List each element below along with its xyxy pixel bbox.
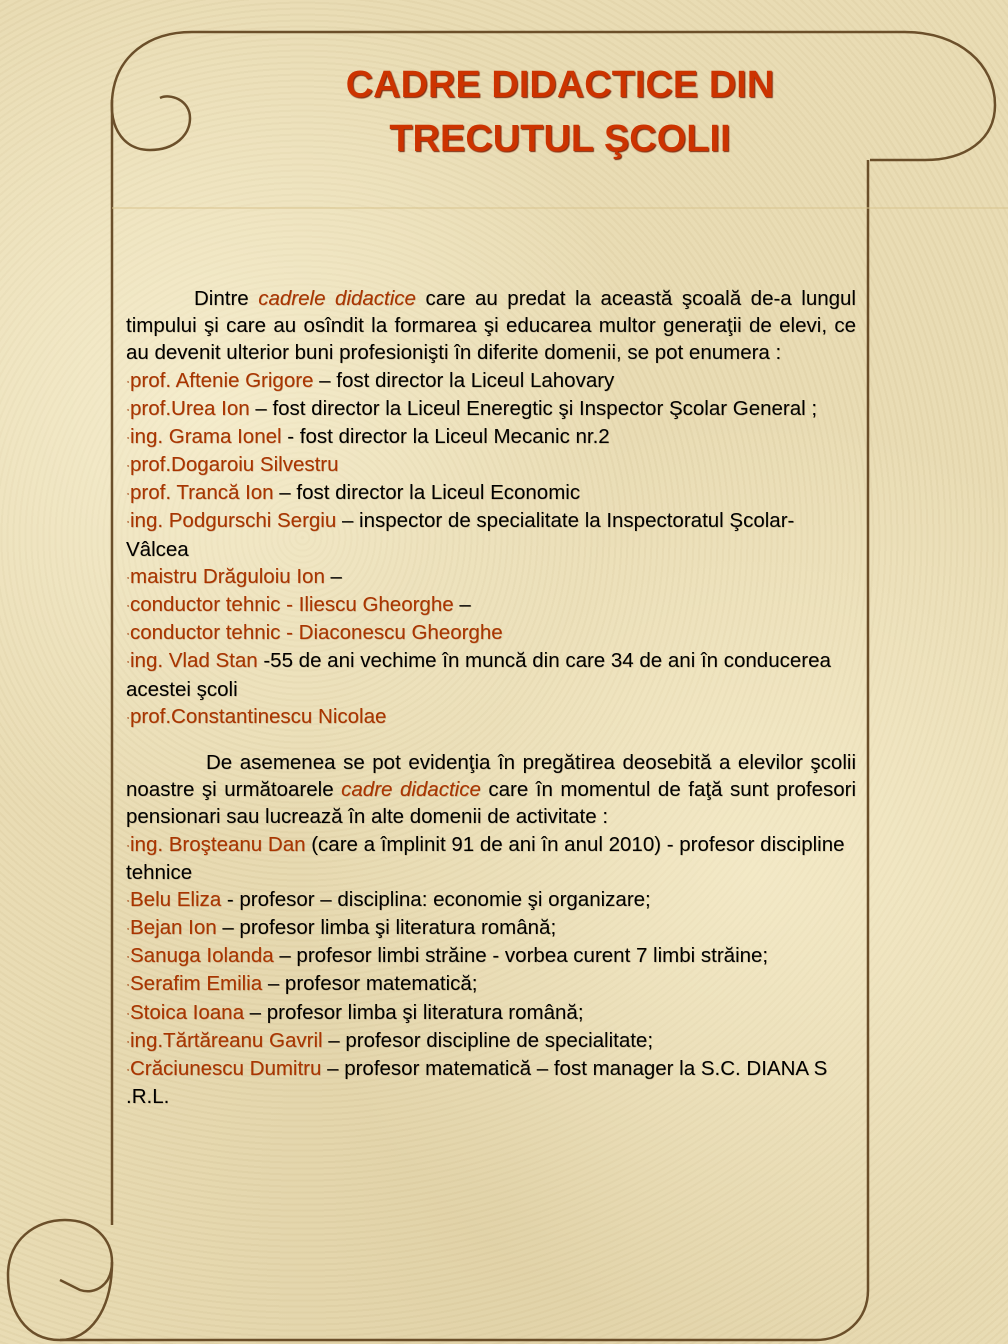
bullet-icon: · (126, 486, 130, 501)
list-item (126, 1027, 856, 1055)
second-paragraph (126, 749, 856, 831)
bullet-icon: · (126, 892, 130, 907)
list-item (126, 942, 856, 970)
intro-text-end: care au predat la această şcoală de-a lungul timpului şi care au osîndit la formarea şi educarea multor generaţii de elevi, ce au devenit ulterior buni profesionişti în diferite domenii, se pot enumera : (126, 287, 856, 365)
bullet-icon: · (126, 401, 130, 416)
teacher-name: ing. Broşteanu Dan (130, 832, 306, 856)
bullet-icon: · (126, 1061, 130, 1076)
teacher-name: conductor tehnic - Diaconescu Gheorghe (130, 621, 503, 645)
second-highlight: cadre didactice (341, 778, 481, 802)
teacher-description: - fost director la Liceul Mecanic nr.2 (281, 424, 610, 448)
teacher-name: maistru Drăguloiu Ion (130, 564, 325, 588)
teacher-name: Crăciunescu Dumitru (130, 1056, 322, 1080)
teacher-name: Belu Eliza (130, 887, 222, 911)
teacher-name: prof.Urea Ion (130, 396, 250, 420)
teacher-description: – fost director la Liceul Eneregtic şi Inspector Şcolar General ; (249, 396, 818, 420)
title-line-1: CADRE DIDACTICE DIN (345, 64, 775, 106)
list-item (126, 647, 856, 702)
list-item (126, 999, 856, 1027)
teacher-name: prof. Aftenie Grigore (130, 368, 314, 392)
teacher-description: – fost director la Liceul Economic (273, 481, 581, 505)
teacher-description: – (324, 564, 342, 588)
bullet-icon: · (126, 709, 130, 724)
teacher-description: – profesor limba şi literatura română; (216, 916, 557, 940)
teacher-name: prof.Dogaroiu Silvestru (130, 453, 339, 477)
intro-paragraph (126, 285, 856, 367)
list-item (126, 619, 856, 647)
list-item (126, 591, 856, 619)
intro-highlight: cadrele didactice (258, 287, 416, 310)
bullet-icon: · (126, 977, 130, 992)
teacher-name: ing. Vlad Stan (130, 649, 258, 673)
bullet-icon: · (126, 597, 130, 612)
teacher-name: Sanuga Iolanda (130, 944, 274, 968)
teacher-description: (care a împlinit 91 de ani în anul 2010) - profesor discipline tehnice (126, 832, 845, 884)
teacher-description: – profesor limba şi literatura română; (243, 1000, 584, 1024)
teacher-name: prof. Trancă Ion (130, 481, 274, 505)
former-teachers-list (126, 367, 856, 731)
list-item (126, 507, 856, 562)
bullet-icon: · (126, 1033, 130, 1048)
scroll-bottom-curl (60, 1262, 112, 1340)
scroll-top-curl (112, 32, 192, 150)
teacher-name: Serafim Emilia (130, 972, 263, 996)
list-item (126, 831, 856, 886)
bullet-icon: · (126, 837, 130, 852)
list-item (126, 886, 856, 914)
bullet-icon: · (126, 514, 130, 529)
page-title (240, 58, 880, 166)
teacher-description: – profesor matematică; (262, 972, 478, 996)
teacher-description: – inspector de specialitate la Inspectoratul Şcolar-Vâlcea (126, 509, 795, 561)
list-item (126, 451, 856, 479)
teacher-description: – profesor matematică – fost manager la S.C. DIANA S .R.L. (126, 1056, 828, 1109)
bullet-icon: · (126, 949, 130, 964)
teacher-description: – (453, 593, 471, 617)
bullet-icon: · (126, 458, 130, 473)
list-item (126, 914, 856, 942)
bullet-icon: · (126, 429, 130, 444)
main-text (126, 285, 856, 1110)
teacher-name: ing. Podgurschi Sergiu (130, 509, 337, 533)
teacher-description: - profesor – disciplina: economie şi organizare; (221, 887, 651, 911)
bullet-icon: · (126, 654, 130, 669)
list-item (126, 367, 856, 395)
bullet-icon: · (126, 1005, 130, 1020)
scroll-bottom-roll (8, 1220, 868, 1340)
teacher-description: – profesor discipline de specialitate; (322, 1028, 654, 1052)
second-text-start: De asemenea se pot evidenţia în pregătirea deosebită a elevilor şcolii noastre şi următoarele (126, 750, 856, 802)
teacher-name: ing.Tărtăreanu Gavril (130, 1028, 323, 1052)
list-item (126, 1055, 856, 1110)
list-item (126, 563, 856, 591)
bullet-icon: · (126, 626, 130, 641)
second-text-end: care în momentul de faţă sunt profesori pensionari sau lucrează în alte domenii de activitate : (126, 778, 856, 829)
bullet-icon: · (126, 569, 130, 584)
list-item (126, 423, 856, 451)
list-item (126, 479, 856, 507)
title-line-2: TRECUTUL ŞCOLII (389, 118, 731, 160)
retired-teachers-list (126, 831, 856, 1111)
teacher-description: – fost director la Liceul Lahovary (313, 368, 615, 392)
list-item (126, 703, 856, 731)
list-item (126, 970, 856, 998)
teacher-name: Stoica Ioana (130, 1000, 244, 1024)
bullet-icon: · (126, 373, 130, 388)
bullet-icon: · (126, 921, 130, 936)
teacher-description: -55 de ani vechime în muncă din care 34 de ani în conducerea acestei şcoli (126, 649, 831, 701)
intro-text-start: Dintre (194, 287, 259, 310)
teacher-name: prof.Constantinescu Nicolae (130, 704, 387, 728)
teacher-name: conductor tehnic - Iliescu Gheorghe (130, 593, 454, 617)
teacher-name: Bejan Ion (130, 916, 217, 940)
teacher-description: – profesor limbi străine - vorbea curent 7 limbi străine; (273, 944, 769, 968)
teacher-name: ing. Grama Ionel (130, 424, 282, 448)
list-item (126, 395, 856, 423)
